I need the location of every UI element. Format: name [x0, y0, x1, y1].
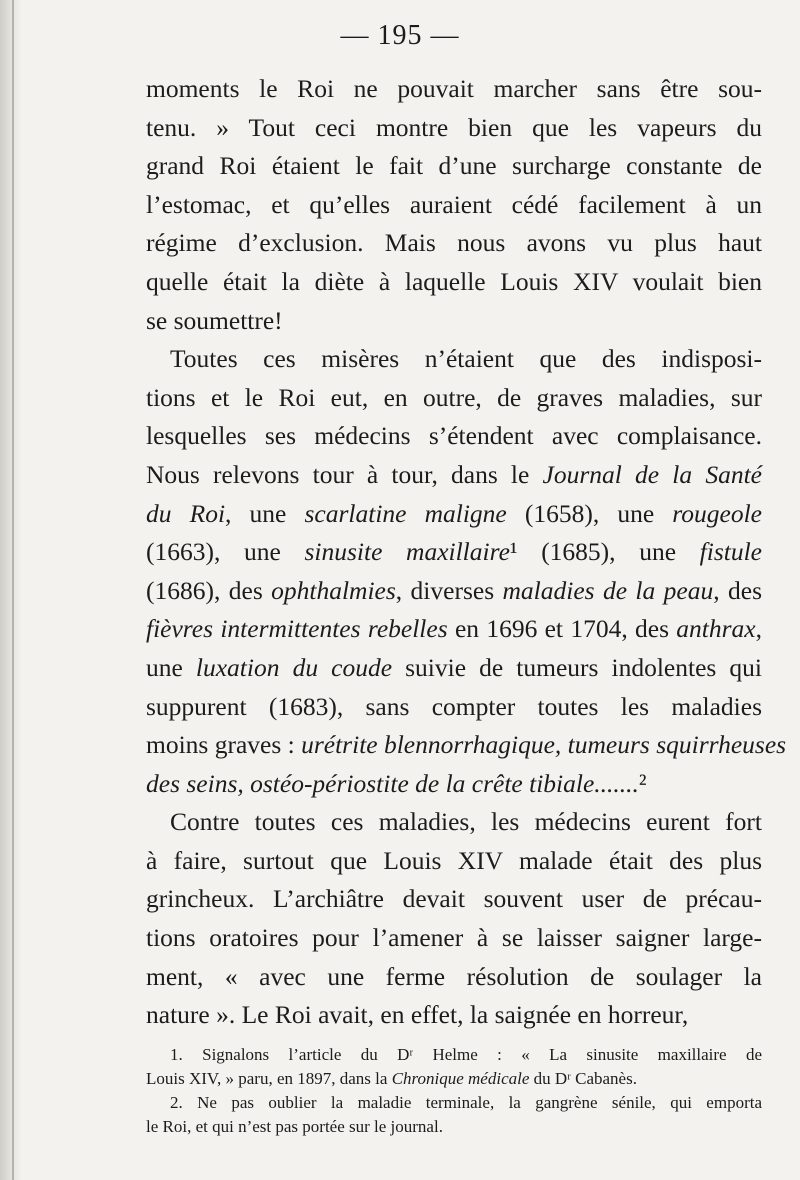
- body-line: [146, 302, 762, 341]
- body-italic-text: sinusite maxillaire: [304, 537, 510, 567]
- body-text: Toutes ces misères n’étaient que des indisposi-: [170, 344, 762, 374]
- body-italic-text: luxation du coude: [195, 652, 393, 682]
- body-text: (1658), une: [506, 498, 673, 528]
- footnotes: [146, 1043, 762, 1139]
- body-italic-text: maladies de la peau: [502, 575, 714, 605]
- body-line: [146, 572, 762, 611]
- body-text: en 1696 et 1704, des: [447, 614, 677, 644]
- body-line: [146, 649, 762, 688]
- footnote-line: [146, 1115, 762, 1139]
- footnote-italic-text: Chronique médicale: [391, 1069, 530, 1088]
- body-italic-text: Journal de la Santé: [542, 459, 762, 489]
- body-line: [146, 842, 762, 881]
- body-line: [146, 417, 762, 456]
- body-line: [146, 726, 787, 765]
- body-line: [146, 109, 762, 148]
- body-line: [146, 224, 762, 263]
- body-text: moments le Roi ne pouvait marcher sans être sou-: [146, 74, 762, 103]
- body-text: quelle était la diète à laquelle Louis XIV voulait bien: [146, 266, 762, 296]
- body-text: nature ». Le Roi avait, en effet, la saignée en horreur,: [146, 1000, 689, 1030]
- footnote-text: Louis XIV, » paru, en 1897, dans la: [146, 1069, 392, 1088]
- body-text: l’estomac, et qu’elles auraient cédé facilement à un: [146, 189, 762, 219]
- footnote-text: 2. Ne pas oublier la maladie terminale, la gangrène sénile, qui emporta: [170, 1093, 762, 1112]
- body-text: , des: [713, 575, 762, 605]
- body-italic-text: ophthalmies: [271, 575, 396, 605]
- body-text: ,: [755, 614, 762, 644]
- footnote-line: [146, 1067, 762, 1091]
- body-italic-text: fièvres intermittentes rebelles: [146, 614, 448, 644]
- body-text: , diverses: [395, 575, 503, 605]
- body-line: [146, 70, 762, 109]
- body-text: ¹ (1685), une: [509, 537, 700, 567]
- body-line: [146, 919, 762, 958]
- body-italic-text: scarlatine maligne: [304, 498, 507, 528]
- footnote-text: 1. Signalons l’article du Dʳ Helme : « La sinusite maxillaire de: [170, 1045, 762, 1064]
- body-text: tions oratoires pour l’amener à se laisser saigner large-: [146, 923, 762, 953]
- body-line: [146, 688, 762, 727]
- body-line: [146, 996, 762, 1035]
- body-italic-text: fistule: [699, 537, 762, 567]
- body-text: , une: [225, 498, 305, 528]
- footnote-text: le Roi, et qui n’est pas portée sur le journal.: [146, 1117, 443, 1136]
- body-line: [146, 533, 762, 572]
- body-text: grand Roi étaient le fait d’une surcharge constante de: [146, 151, 762, 181]
- body-italic-text: rougeole: [672, 498, 762, 528]
- body-line: [146, 456, 762, 495]
- body-line: [146, 186, 762, 225]
- body-text: une: [146, 652, 196, 682]
- body-italic-text: anthrax: [676, 614, 756, 644]
- body-text: suivie de tumeurs indolentes qui: [392, 652, 762, 682]
- footnote-text: du Dʳ Cabanès.: [529, 1069, 637, 1088]
- body-text: lesquelles ses médecins s’étendent avec complaisance.: [146, 421, 762, 451]
- body-line: [146, 958, 762, 997]
- body-text: tenu. » Tout ceci montre bien que les vapeurs du: [146, 112, 762, 142]
- body-text: se soumettre!: [146, 305, 283, 335]
- body-text: [146, 70, 787, 1035]
- body-italic-text: urétrite blennorrhagique, tumeurs squirrheuses: [301, 730, 787, 760]
- body-text: ment, « avec une ferme résolution de soulager la: [146, 961, 762, 991]
- body-text: tions et le Roi eut, en outre, de graves maladies, sur: [146, 382, 762, 412]
- body-italic-text: des seins, ostéo-périostite de la crête tibiale.......: [146, 768, 639, 798]
- page-spine-shadow: [0, 0, 22, 1180]
- body-text: à faire, surtout que Louis XIV malade était des plus: [146, 845, 762, 875]
- body-line: [146, 610, 762, 649]
- body-line: [146, 263, 762, 302]
- body-text: régime d’exclusion. Mais nous avons vu plus haut: [146, 228, 762, 258]
- body-text: Nous relevons tour à tour, dans le: [146, 459, 543, 489]
- body-line: [146, 147, 762, 186]
- body-text: ²: [638, 768, 647, 798]
- body-text: (1686), des: [146, 575, 272, 605]
- body-line: [146, 495, 762, 534]
- footnote-line: [146, 1043, 762, 1067]
- body-line: [146, 340, 762, 379]
- body-text: suppurent (1683), sans compter toutes les maladies: [146, 691, 762, 721]
- body-line: [146, 880, 762, 919]
- body-italic-text: du Roi: [146, 498, 226, 528]
- body-line: [146, 379, 762, 418]
- page-number: — 195 —: [340, 20, 460, 51]
- body-line: [146, 765, 762, 804]
- body-text: grincheux. L’archiâtre devait souvent user de précau-: [146, 884, 762, 914]
- body-line: [146, 803, 762, 842]
- page-edge-line: [12, 0, 14, 1180]
- footnote-line: [146, 1091, 762, 1115]
- body-text: Contre toutes ces maladies, les médecins eurent fort: [170, 807, 762, 837]
- body-text: moins graves :: [146, 730, 302, 760]
- body-text: (1663), une: [146, 537, 305, 567]
